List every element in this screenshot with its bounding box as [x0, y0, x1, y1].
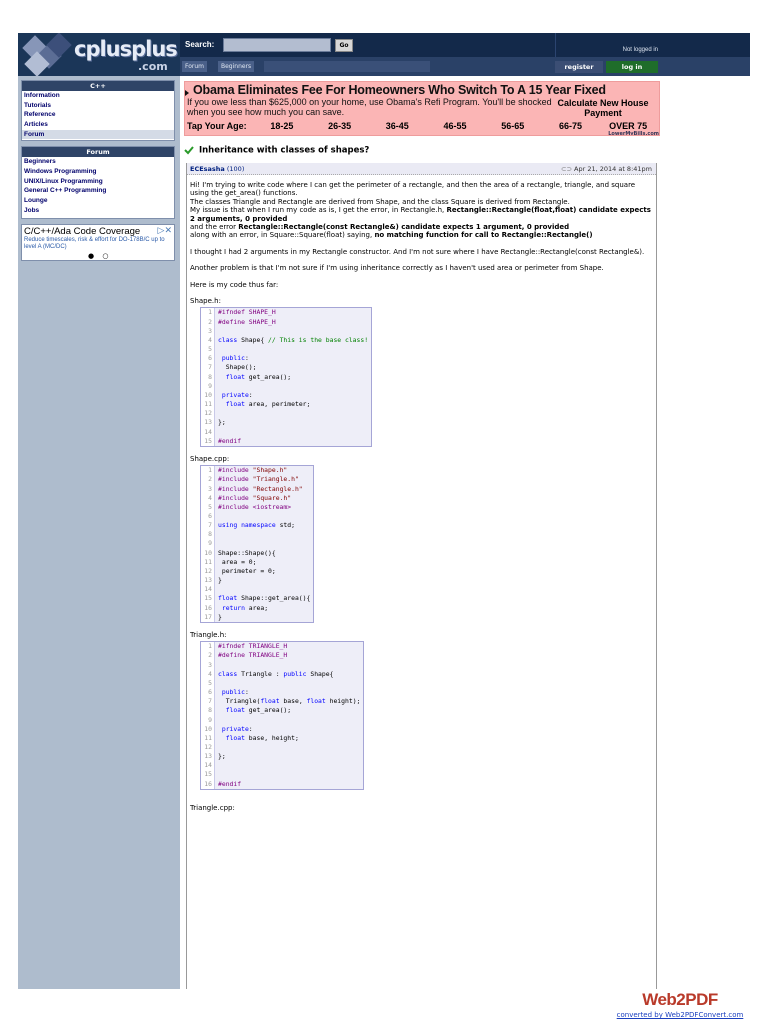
sidebar-item-windows-programming[interactable]: Windows Programming — [24, 167, 97, 175]
link-icon[interactable]: ⊂⊃ — [561, 165, 575, 173]
ad-pager-dots[interactable]: ● ○ — [88, 252, 112, 260]
post-date — [561, 163, 652, 175]
login-button[interactable]: log in — [606, 61, 658, 73]
post-author-rep: (100) — [226, 165, 245, 173]
file-label: Triangle.cpp: — [190, 803, 235, 812]
age-option[interactable]: 18-25 — [270, 121, 294, 131]
error-text: Rectangle::Rectangle(const Rectangle&) candidate expects 1 argument, 0 provided — [238, 223, 570, 232]
nav-bar — [180, 57, 750, 76]
logo-suffix: .com — [138, 60, 168, 73]
sidebar-item-general-cpp-programming[interactable]: General C++ Programming — [24, 187, 107, 195]
post-header — [187, 163, 656, 175]
ad-close-icon[interactable]: ▷✕ — [157, 226, 172, 236]
search-input[interactable] — [223, 38, 331, 52]
sidebar-ad[interactable] — [21, 224, 175, 261]
post-text: along with an error, in Square::Square(float) saying, — [190, 231, 373, 240]
go-button[interactable]: Go — [335, 39, 353, 52]
web2pdf-logo[interactable]: Web2PDF — [642, 990, 718, 1009]
site-logo[interactable] — [18, 33, 180, 76]
code-block-triangle-h — [200, 641, 364, 790]
banner-age-label: Tap Your Age: — [187, 121, 247, 131]
ad-banner[interactable] — [184, 81, 660, 136]
login-status-text: Not logged in — [622, 47, 658, 53]
nav-forum-link[interactable]: Forum — [182, 61, 207, 72]
banner-cta-button[interactable]: Calculate New House Payment — [557, 98, 649, 118]
register-button[interactable]: register — [555, 61, 603, 73]
forum-menu-title: Forum — [22, 147, 174, 157]
banner-age-row — [187, 121, 657, 131]
banner-headline[interactable]: Obama Eliminates Fee For Homeowners Who Switch To A 15 Year Fixed — [193, 83, 606, 97]
web2pdf-badge[interactable] — [600, 990, 760, 1019]
post-text: The classes Triangle and Rectangle are derived from Shape, and the class Square is derived from Rectangle. — [190, 197, 570, 206]
post-author-link[interactable]: ECEsasha — [190, 165, 225, 173]
sidebar-item-forum[interactable]: Forum — [22, 130, 174, 140]
file-label: Shape.cpp: — [190, 454, 230, 463]
site-header — [18, 33, 750, 76]
line-numbers: 1 2 3 4 5 6 7 8 9 10 11 12 13 14 15 16 17 — [201, 466, 215, 622]
nav-breadcrumb-faded — [264, 61, 430, 72]
file-label: Shape.h: — [190, 297, 221, 306]
solved-check-icon — [184, 145, 194, 155]
post-text: and the error — [190, 223, 237, 232]
line-numbers: 1 2 3 4 5 6 7 8 9 10 11 12 13 14 15 — [201, 308, 215, 445]
post-text: Hi! I'm trying to write code where I can get the perimeter of a rectangle, and then the area of a rectangle, triangle, and square using the get_area() functions. — [190, 181, 636, 198]
cpp-menu-title: C++ — [22, 81, 174, 91]
sidebar-item-lounge[interactable]: Lounge — [24, 197, 48, 205]
code-block-shape-cpp — [200, 465, 314, 623]
age-option[interactable]: OVER 75 — [609, 121, 648, 131]
code-block-shape-h — [200, 307, 372, 446]
sidebar-item-reference[interactable]: Reference — [24, 111, 56, 119]
error-text: no matching function for call to Rectangle::Rectangle() — [374, 231, 593, 240]
main-content — [182, 76, 658, 989]
logo-text: cplusplus — [74, 37, 177, 61]
code-source: #ifndef TRIANGLE_H #define TRIANGLE_H class Triangle : public Shape{ public: Triangle(float base, float height); float get_area(); private: float base, height; }; #endif — [218, 642, 361, 788]
banner-subtext: If you owe less than $625,000 on your home, use Obama's Refi Program. You'll be shocked when you see how much you can save. — [187, 97, 552, 117]
error-text: Rectangle::Rectangle(float,float) candidate expects 2 arguments, 0 provided — [190, 206, 651, 223]
sidebar-item-tutorials[interactable]: Tutorials — [24, 101, 51, 109]
sidebar — [18, 76, 180, 989]
age-option[interactable]: 36-45 — [385, 121, 409, 131]
web2pdf-link[interactable]: converted by Web2PDFConvert.com — [616, 1011, 744, 1019]
forum-post — [186, 163, 657, 989]
ad-title[interactable]: C/C++/Ada Code Coverage — [24, 226, 141, 237]
thread-title: Inheritance with classes of shapes? — [198, 145, 370, 156]
post-date-text: Apr 21, 2014 at 8:41pm — [574, 165, 652, 173]
banner-brand: LowerMyBills.com — [608, 131, 659, 136]
file-label: Triangle.h: — [190, 630, 227, 639]
age-option[interactable]: 56-65 — [501, 121, 525, 131]
code-source: #ifndef SHAPE_H #define SHAPE_H class Shape{ // This is the base class! public: Shape(); float get_area(); private: float area, perimeter; }; #endif — [218, 308, 369, 445]
sidebar-item-unix-linux-programming[interactable]: UNIX/Linux Programming — [24, 177, 103, 185]
age-option[interactable]: 26-35 — [328, 121, 352, 131]
line-numbers: 1 2 3 4 5 6 7 8 9 10 11 12 13 14 15 16 — [201, 642, 215, 789]
post-paragraph: Another problem is that I'm not sure if I'm using inheritance correctly as I haven't used area or perimeter from Shape. — [190, 264, 604, 273]
sidebar-item-articles[interactable]: Articles — [24, 121, 48, 129]
post-paragraph — [190, 181, 653, 240]
sidebar-item-jobs[interactable]: Jobs — [24, 206, 40, 214]
nav-beginners-link[interactable]: Beginners — [218, 61, 254, 72]
search-label: Search: — [185, 40, 215, 49]
sidebar-item-beginners[interactable]: Beginners — [24, 158, 56, 165]
age-option[interactable]: 46-55 — [443, 121, 467, 131]
cpp-menu — [21, 80, 175, 141]
post-text: My issue is that when I run my code as is, I get the error, in Rectangle.h, — [190, 206, 445, 215]
post-paragraph: Here is my code thus far: — [190, 280, 279, 289]
sidebar-item-information[interactable]: Information — [24, 92, 60, 99]
thread-title-row — [184, 145, 369, 156]
forum-menu — [21, 146, 175, 219]
age-option[interactable]: 66-75 — [558, 121, 582, 131]
login-status-panel — [555, 33, 662, 57]
post-paragraph: I thought I had 2 arguments in my Rectangle constructor. And I'm not sure where I have Rectangle::Rectangle(const Rectangle&). — [190, 247, 645, 256]
banner-fine-print — [189, 131, 659, 136]
post-body — [187, 175, 656, 812]
ad-body[interactable]: Reduce timescales, risk & effort for DO-178B/C up to level A (MC/DC) — [24, 237, 165, 250]
code-source: #include "Shape.h" #include "Triangle.h" #include "Rectangle.h" #include "Square.h" #include <iostream> using namespace std; Shape::Shape(){ area = 0; perimeter = 0; } float Shape::get_area(){ return area; } — [218, 466, 311, 621]
